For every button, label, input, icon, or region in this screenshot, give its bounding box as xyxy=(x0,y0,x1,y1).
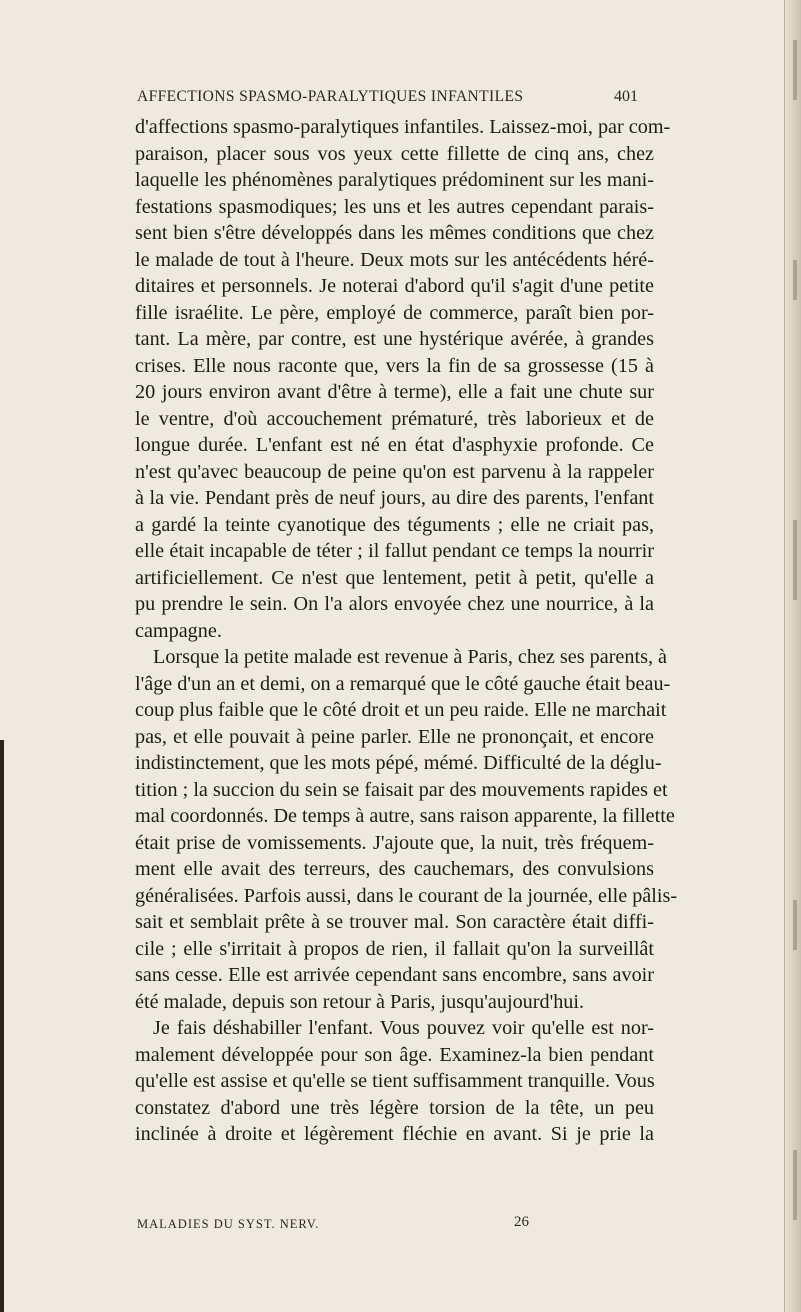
text-line: elle était incapable de téter ; il fallut pendant ce temps la nourrir xyxy=(135,540,654,562)
text-line: 20 jours environ avant d'être à terme), elle a fait une chute sur xyxy=(135,381,654,403)
text-line: crises. Elle nous raconte que, vers la fin de sa grossesse (15 à xyxy=(135,354,654,377)
text-line: fille israélite. Le père, employé de commerce, paraît bien por- xyxy=(135,301,654,324)
page-left-edge-shadow xyxy=(0,740,4,1312)
text-line: d'affections spasmo-paralytiques infantiles. Laissez-moi, par com- xyxy=(135,116,671,138)
text-line: tant. La mère, par contre, est une hystérique avérée, à grandes xyxy=(135,328,654,350)
text-line: mal coordonnés. De temps à autre, sans raison apparente, la fillette xyxy=(135,805,675,827)
text-line: le ventre, d'où accouchement prématuré, très laborieux et de xyxy=(135,407,654,430)
text-line: tition ; la succion du sein se faisait par des mouvements rapides et xyxy=(135,778,668,801)
text-line: artificiellement. Ce n'est que lentement, petit à petit, qu'elle a xyxy=(135,566,654,589)
text-line: à la vie. Pendant près de neuf jours, au dire des parents, l'enfant xyxy=(135,487,654,509)
page-right-edge xyxy=(784,0,801,1312)
text-line: généralisées. Parfois aussi, dans le courant de la journée, elle pâlis- xyxy=(135,884,678,907)
text-line: sent bien s'être développés dans les mêmes conditions que chez xyxy=(135,222,654,244)
text-line: inclinée à droite et légèrement fléchie en avant. Si je prie la xyxy=(135,1123,654,1145)
text-line: qu'elle est assise et qu'elle se tient suffisamment tranquille. Vous xyxy=(135,1070,655,1092)
text-line: festations spasmodiques; les uns et les autres cependant parais- xyxy=(135,195,654,218)
text-line: paraison, placer sous vos yeux cette fillette de cinq ans, chez xyxy=(135,142,654,165)
text-line: était prise de vomissements. J'ajoute que, la nuit, très fréquem- xyxy=(135,831,654,854)
text-line: ment elle avait des terreurs, des cauchemars, des convulsions xyxy=(135,858,654,880)
text-line: Je fais déshabiller l'enfant. Vous pouvez voir qu'elle est nor- xyxy=(153,1017,654,1039)
text-line: longue durée. L'enfant est né en état d'asphyxie profonde. Ce xyxy=(135,434,654,456)
text-line: été malade, depuis son retour à Paris, jusqu'aujourd'hui. xyxy=(135,990,585,1013)
body-text xyxy=(135,114,678,1148)
text-line: ditaires et personnels. Je noterai d'abord qu'il s'agit d'une petite xyxy=(135,275,654,297)
text-line: cile ; elle s'irritait à propos de rien, il fallait qu'on la surveillât xyxy=(135,937,654,960)
text-line: campagne. xyxy=(135,619,222,642)
text-line: n'est qu'avec beaucoup de peine qu'on est parvenu à la rappeler xyxy=(135,460,654,483)
text-line: pas, et elle pouvait à peine parler. Elle ne prononçait, et encore xyxy=(135,725,654,748)
text-line: indistinctement, que les mots pépé, mémé. Difficulté de la déglu- xyxy=(135,752,662,774)
text-line: sans cesse. Elle est arrivée cependant sans encombre, sans avoir xyxy=(135,964,654,986)
running-title: AFFECTIONS SPASMO-PARALYTIQUES INFANTILES xyxy=(137,88,524,105)
text-line: pu prendre le sein. On l'a alors envoyée chez une nourrice, à la xyxy=(135,593,654,615)
running-header xyxy=(137,88,637,106)
text-line: coup plus faible que le côté droit et un peu raide. Elle ne marchait xyxy=(135,699,667,721)
text-line: a gardé la teinte cyanotique des téguments ; elle ne criait pas, xyxy=(135,513,654,536)
text-line: Lorsque la petite malade est revenue à Paris, chez ses parents, à xyxy=(153,646,668,668)
text-line: sait et semblait prête à se trouver mal. Son caractère était diffi- xyxy=(135,911,654,933)
text-line: l'âge d'un an et demi, on a remarqué que le côté gauche était beau- xyxy=(135,672,671,695)
signature-number: 26 xyxy=(514,1214,529,1230)
text-line: constatez d'abord une très légère torsion de la tête, un peu xyxy=(135,1096,654,1119)
signature-mark: MALADIES DU SYST. NERV. xyxy=(137,1217,320,1231)
text-line: le malade de tout à l'heure. Deux mots sur les antécédents héré- xyxy=(135,248,654,271)
text-line: laquelle les phénomènes paralytiques prédominent sur les mani- xyxy=(135,169,654,191)
text-line: malement développée pour son âge. Examinez-la bien pendant xyxy=(135,1043,654,1066)
page-number: 401 xyxy=(614,88,638,105)
